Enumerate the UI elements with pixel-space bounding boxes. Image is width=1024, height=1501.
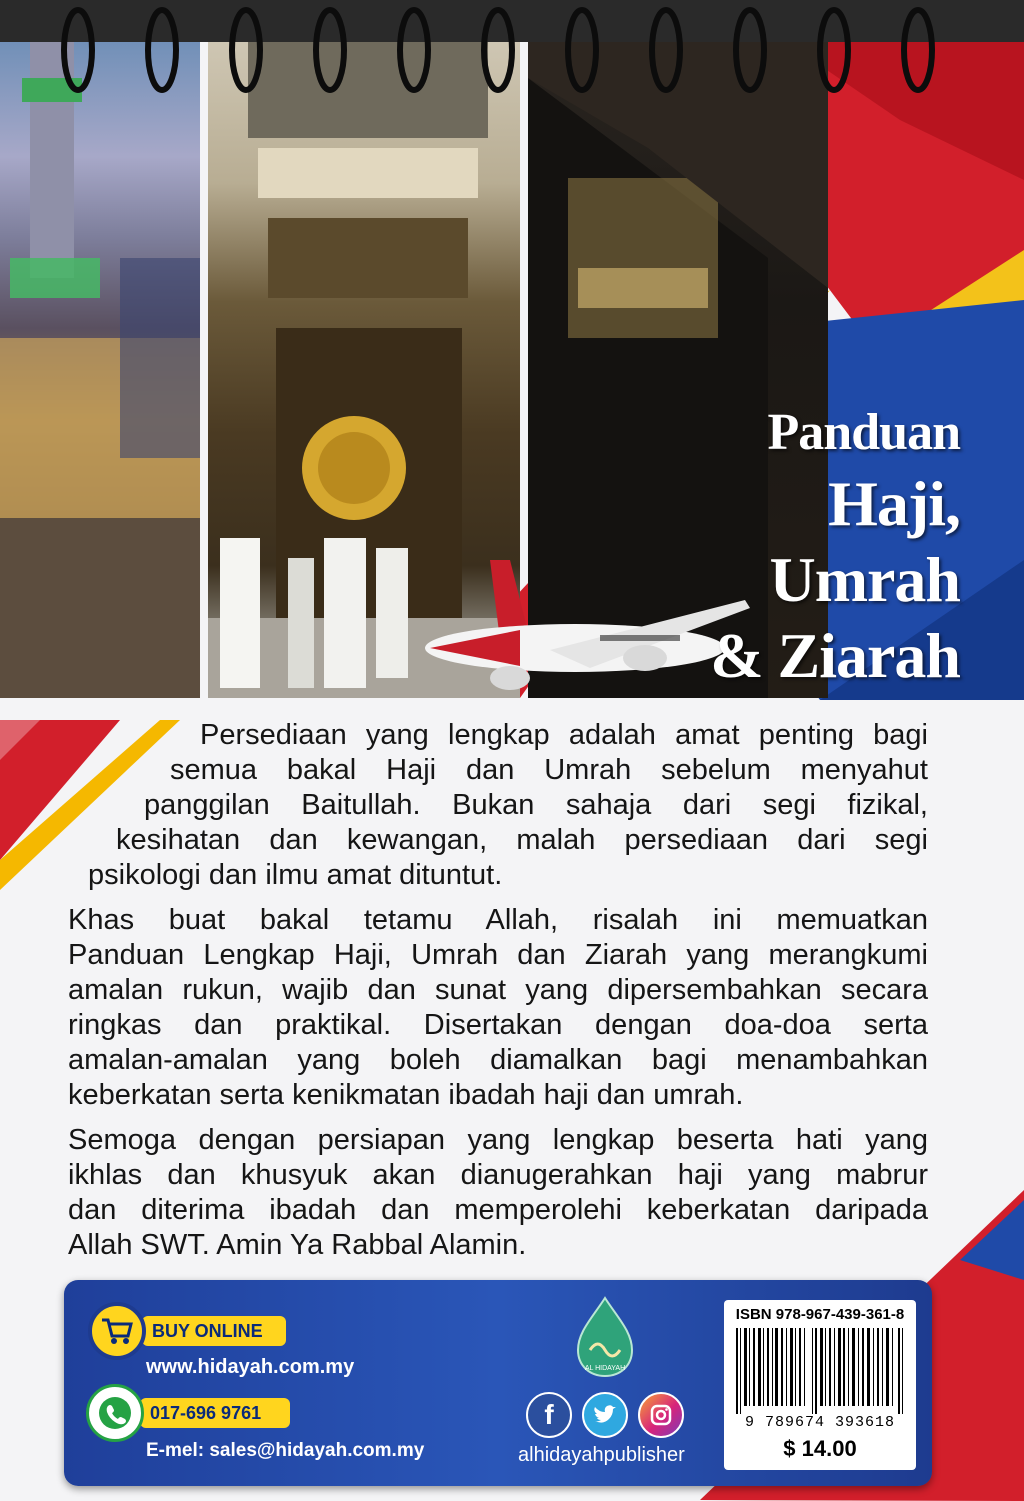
cart-icon[interactable] xyxy=(88,1302,146,1360)
p3-line: dan diterima ibadah dan memperolehi keberkatan daripada xyxy=(68,1194,928,1226)
facebook-icon[interactable]: f xyxy=(526,1392,572,1438)
whatsapp-icon[interactable] xyxy=(86,1384,144,1442)
p3-line: ikhlas dan khusyuk akan dianugerahkan haji yang mabrur xyxy=(68,1159,928,1191)
p2-line: Khas buat bakal tetamu Allah, risalah ini memuatkan xyxy=(68,904,928,936)
p3-line: Allah SWT. Amin Ya Rabbal Alamin. xyxy=(68,1229,527,1261)
phone-number[interactable]: 017-696 9761 xyxy=(140,1398,290,1428)
book-title xyxy=(630,400,960,694)
p1-line: kesihatan dan kewangan, malah persediaan dari segi xyxy=(116,824,928,856)
title-line-2: Haji, Umrah xyxy=(769,468,960,615)
p2-line: amalan rukun, wajib dan sunat yang dipersembahkan secara xyxy=(68,974,928,1006)
p2-line: keberkatan serta kenikmatan ibadah haji dan umrah. xyxy=(68,1079,744,1111)
publisher-logo-text: AL HIDAYAH xyxy=(584,1365,626,1372)
spiral-binding xyxy=(0,0,1024,120)
publisher-logo xyxy=(570,1296,640,1382)
social-handle[interactable]: alhidayahpublisher xyxy=(518,1444,685,1466)
website-link[interactable]: www.hidayah.com.my xyxy=(146,1356,355,1378)
twitter-icon[interactable] xyxy=(582,1392,628,1438)
barcode-digits: 9 789674 393618 xyxy=(744,1414,896,1431)
paragraph-3 xyxy=(68,1123,928,1263)
p1-line: semua bakal Haji dan Umrah sebelum menyahut xyxy=(170,754,928,786)
p1-line: psikologi dan ilmu amat dituntut. xyxy=(88,859,503,891)
price-label: $ 14.00 xyxy=(783,1436,857,1461)
p2-line: Panduan Lengkap Haji, Umrah dan Ziarah yang merangkumi xyxy=(68,939,928,971)
buy-online-label[interactable]: BUY ONLINE xyxy=(142,1316,286,1346)
p3-line: Semoga dengan persiapan yang lengkap beserta hati yang xyxy=(68,1124,928,1156)
p1-line: panggilan Baitullah. Bukan sahaja dari segi fizikal, xyxy=(144,789,928,821)
instagram-icon[interactable] xyxy=(638,1392,684,1438)
paragraph-2 xyxy=(68,903,928,1113)
isbn-number: ISBN 978-967-439-361-8 xyxy=(735,1306,905,1323)
paragraph-1 xyxy=(68,718,928,893)
photo-masjidil-haram-minaret xyxy=(0,38,200,698)
p2-line: ringkas dan praktikal. Disertakan dengan doa-doa serta xyxy=(68,1009,928,1041)
isbn-barcode-box xyxy=(724,1300,916,1470)
title-line-1: Panduan xyxy=(767,404,960,461)
p2-line: amalan-amalan yang boleh diamalkan bagi menambahkan xyxy=(68,1044,928,1076)
email-link[interactable]: E-mel: sales@hidayah.com.my xyxy=(146,1440,425,1461)
social-links xyxy=(526,1392,696,1442)
barcode xyxy=(734,1328,906,1414)
publisher-footer xyxy=(64,1280,932,1486)
title-line-3: & Ziarah xyxy=(710,620,960,691)
synopsis xyxy=(68,718,928,1273)
p1-line: Persediaan yang lengkap adalah amat penting bagi xyxy=(200,719,928,751)
